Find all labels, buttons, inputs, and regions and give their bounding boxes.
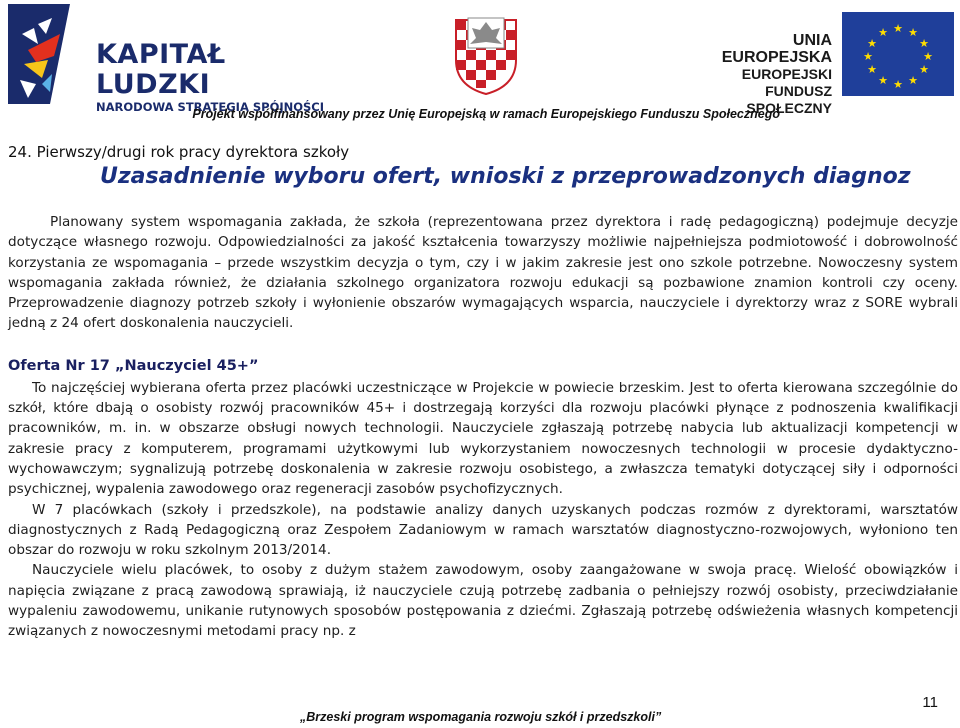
eu-flag-icon <box>842 12 954 96</box>
svg-text:★: ★ <box>878 26 888 39</box>
page-header <box>0 0 960 130</box>
eu-fund-line1: EUROPEJSKI <box>741 66 832 82</box>
svg-text:★: ★ <box>923 50 933 63</box>
document-body <box>8 142 958 642</box>
svg-text:★: ★ <box>867 63 877 76</box>
kapital-ludzki-subtitle: NARODOWA STRATEGIA SPÓJNOŚCI <box>96 100 325 114</box>
program-name: „Brzeski program wspomagania rozwoju szkół i przedszkoli” <box>300 710 662 724</box>
offer-paragraph-2: W 7 placówkach (szkoły i przedszkole), na podstawie analizy danych uzyskanych podczas rozmów z dyrektorami, warsztatów diagnostycznych z Radą Pedagogiczną oraz Zespołem Zadaniowym w ramach warsztatów diagnostyczno-rozwojowych, wyłoniono ten obszar do rozwoju w roku szkolnym 2013/2014. <box>8 501 958 559</box>
offer-paragraph-1: To najczęściej wybierana oferta przez placówki uczestniczące w Projekcie w powiecie brzeskim. Jest to oferta kierowana szczególnie do szkół, które dbają o osobisty rozwój pracowników 45+ i dostrzegają korzyści dla rozwoju placówki płynące z podnoszenia kwalifikacji pracowników, m. in. w obszarze obsługi nowych technologii. Nauczyciele zgłaszają potrzebę nabycia lub aktualizacji kompetencji w zakresie pracy z komputerem, programami użytkowymi lub wykorzystaniem nowoczesnych technologii w procesie dydaktyczno-wychowawczym; sygnalizują potrzebę doskonalenia w zakresie rozwoju osobistego, a zwłaszcza tematyki dotyczącej siły i odporności psychicznej, wypalenia zawodowego oraz regeneracji zasobów psychofizycznych. <box>8 379 958 498</box>
offer-paragraph-3: Nauczyciele wielu placówek, to osoby z dużym stażem zawodowym, osoby zaangażowane w swoja pracę. Wielość obowiązków i napięcia związane z pracą zawodową sprawiają, iż nauczyciele czują potrzebę zadbania o pełniejszy rozwój osobisty, przeciwdziałanie wypaleniu zawodowemu, unikanie rutynowych sposobów postępowania z dziećmi. Zgłaszają potrzebę odświeżenia własnych kompetencji związanych z nowoczesnymi metodami pracy np. z <box>8 562 958 640</box>
kapital-ludzki-title: KAPITAŁ LUDZKI <box>96 39 226 100</box>
page-footer <box>0 694 960 728</box>
coat-of-arms-icon <box>450 16 522 96</box>
svg-text:★: ★ <box>919 37 929 50</box>
intro-paragraph: Planowany system wspomagania zakłada, że szkoła (reprezentowana przez dyrektora i radę pedagogiczną) podejmuje decyzje dotyczące własnego rozwoju. Odpowiedzialności za jakość kształcenia towarzyszy możliwie najpełniejsza podmiotowość i dobrowolność korzystania ze wspomagania – przede wszystkim decyzja o tym, czy i w jakim zakresie jest ono szkole potrzebne. Nowoczesny system wspomagania zakłada również, że działania szkolnego organizatora rozwoju edukacji są pozbawione znamion kontroli czy oceny. Przeprowadzenie diagnozy potrzeb szkoły i wyłonienie obszarów wymagających wsparcia, nauczyciele i dyrektorzy wraz z SORE wybrali jedną z 24 ofert doskonalenia nauczycieli. <box>8 214 958 332</box>
kapital-ludzki-logo <box>8 4 338 114</box>
eu-logo <box>682 6 956 116</box>
svg-text:★: ★ <box>893 78 903 91</box>
svg-text:★: ★ <box>863 50 873 63</box>
svg-text:★: ★ <box>908 74 918 87</box>
kapital-ludzki-logo-icon <box>8 4 90 104</box>
section-heading: 24. Pierwszy/drugi rok pracy dyrektora szkoły <box>8 143 350 161</box>
eu-fund-line2: FUNDUSZ SPOŁECZNY <box>746 83 832 116</box>
svg-text:★: ★ <box>867 37 877 50</box>
svg-text:★: ★ <box>908 26 918 39</box>
svg-text:★: ★ <box>919 63 929 76</box>
page-number: 11 <box>922 694 938 711</box>
eu-title: UNIA EUROPEJSKA <box>721 32 832 66</box>
cofinancing-note: Projekt współfinansowany przez Unię Europejską w ramach Europejskiego Funduszu Społecznego <box>192 107 780 121</box>
page-title: Uzasadnienie wyboru ofert, wnioski z przeprowadzonych diagnoz <box>100 164 911 189</box>
svg-text:★: ★ <box>878 74 888 87</box>
svg-text:★: ★ <box>893 22 903 35</box>
offer-heading: Oferta Nr 17 „Nauczyciel 45+” <box>8 357 259 374</box>
